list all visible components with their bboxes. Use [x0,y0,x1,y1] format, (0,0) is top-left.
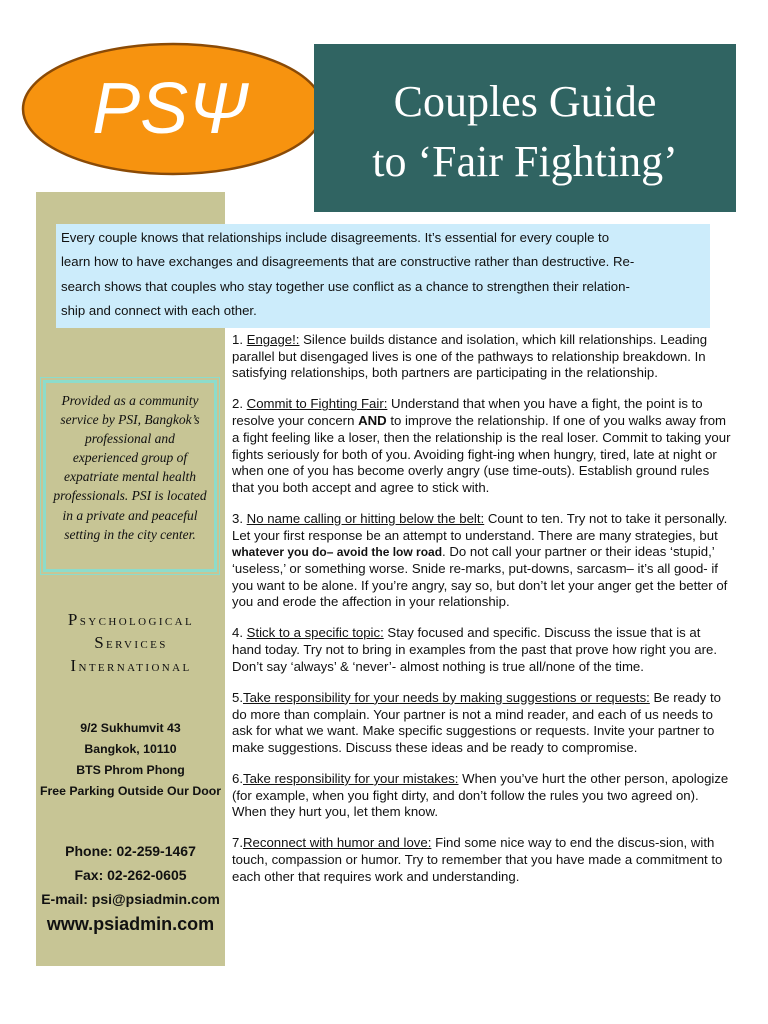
item-number: 2. [232,396,247,412]
item-heading: Reconnect with humor and love: [243,835,432,851]
psi-logo [20,40,326,178]
item-heading: Engage!: [246,332,300,347]
guide-item-2 [232,396,732,496]
guide-item-6 [232,771,732,821]
email[interactable]: E-mail: psi@psiadmin.com [41,891,220,907]
community-service-note: Provided as a community service by PSI, Bangkok’s professional and experienced group of expatriate mental health professionals. PSI is located in a private and peaceful setting in the city center. [43,380,217,572]
item-text: Stay focused and specific. Discuss the issue that is at hand today. Try not to bring in examples from the past that prove how right you are. Don’t say ‘always’ & ‘never’- almost nothing is true all/none of the time. [232,625,718,674]
item-text: Be ready to do more than complain. Your partner is not a mind reader, and each of us needs to ask for what we want. Make specific suggestions or requests. Invite your partner to make suggestions. Discuss these ideas and be ready to compromise. [232,689,721,755]
org-line-1-rest: sychological [79,612,195,629]
title-box [314,44,736,212]
item-heading: Stick to a specific topic: [246,625,384,641]
logo-text: PSΨ [92,69,248,149]
guide-item-5 [232,690,732,757]
item-number: 7. [232,835,243,851]
item-text: Silence builds distance and isolation, which kill relationships. Leading parallel but disengaged lives is one of the pathways to relationship breakdown. In satisfying relationships, both partners are participating in the relationship. [232,332,708,381]
item-text: to improve the relationship. If one of you walks away from a fight feeling like a loser, then the relationship is the real loser. Commit to taking your fights seriously for both of you. Avoiding fight-ing when hungry, tired, late at night or when one of you has become overly angry (use time-outs). Establish ground rules that you both accept and agree to stick with. [232,413,731,495]
intro-line: learn how to have exchanges and disagreements that are constructive rather than destructive. Re- [61,254,635,270]
address-line: 9/2 Sukhumvit 43 [80,721,181,735]
intro-line: search shows that couples who stay together use conflict as a chance to strengthen their relation- [61,278,630,294]
org-line-2-rest: ervices [106,635,168,652]
org-line-1: Psychological [67,610,195,629]
address-line: Free Parking Outside Our Door [39,784,222,798]
guide-item-1 [232,332,732,382]
phone: Phone: 02-259-1467 [65,843,196,859]
item-text: . Do not call your partner or their ideas ‘stupid,’ ‘useless,’ or something worse. Snide re-marks, put-downs, sarcasm– it’s all good- if you want to be alone. If you’re angry, say so, but don’t let your anger get the better of you and erode the affection in your relationship. [232,544,728,610]
guide-item-3 [232,511,732,611]
item-bold-text: AND [358,413,387,429]
item-text: Understand that when you have a fight, the point is to resolve your concern [232,396,703,429]
org-line-3-rest: nternational [78,658,192,675]
item-text: Find some nice way to end the discus-sion, with touch, compassion or humor. Try to remember that you have made a commitment to each other that requires work and understanding. [232,835,723,884]
title-line-1: Couples Guide [393,77,657,126]
guide-item-7 [232,835,732,885]
item-heading: Commit to Fighting Fair: [246,396,388,412]
address-line: Bangkok, 10110 [84,742,177,756]
organization-name [40,609,222,678]
guide-item-4 [232,625,732,675]
item-heading: Take responsibility for your needs by making suggestions or requests: [243,689,650,705]
item-heading: No name calling or hitting below the belt: [246,510,485,526]
address-line: BTS Phrom Phong [76,763,185,777]
guide-body [232,332,732,900]
title-line-2: to ‘Fair Fighting’ [372,137,678,186]
website-link[interactable]: www.psiadmin.com [46,914,215,934]
intro-line: ship and connect with each other. [61,303,257,319]
intro-line: Every couple knows that relationships include disagreements. It’s essential for every couple to [61,230,610,245]
org-line-2: Services [94,633,168,652]
org-line-3: International [70,656,192,675]
fax: Fax: 02-262-0605 [74,867,187,883]
item-text: When you’ve hurt the other person, apologize (for example, when you fight dirty, and don’t follow the rules you two agreed on). When they hurt you, let them know. [232,770,729,820]
item-heading: Take responsibility for your mistakes: [243,770,459,786]
item-number: 3. [232,510,247,526]
item-bold-text: whatever you do– avoid the low road [232,545,443,560]
item-number: 1. [232,332,247,347]
item-number: 6. [232,770,243,786]
intro-box [56,224,710,328]
item-number: 4. [232,625,247,641]
item-number: 5. [232,689,243,705]
item-text: Count to ten. Try not to take it personally. Let your first response be an attempt to understand. There are many strategies, but [232,510,728,543]
